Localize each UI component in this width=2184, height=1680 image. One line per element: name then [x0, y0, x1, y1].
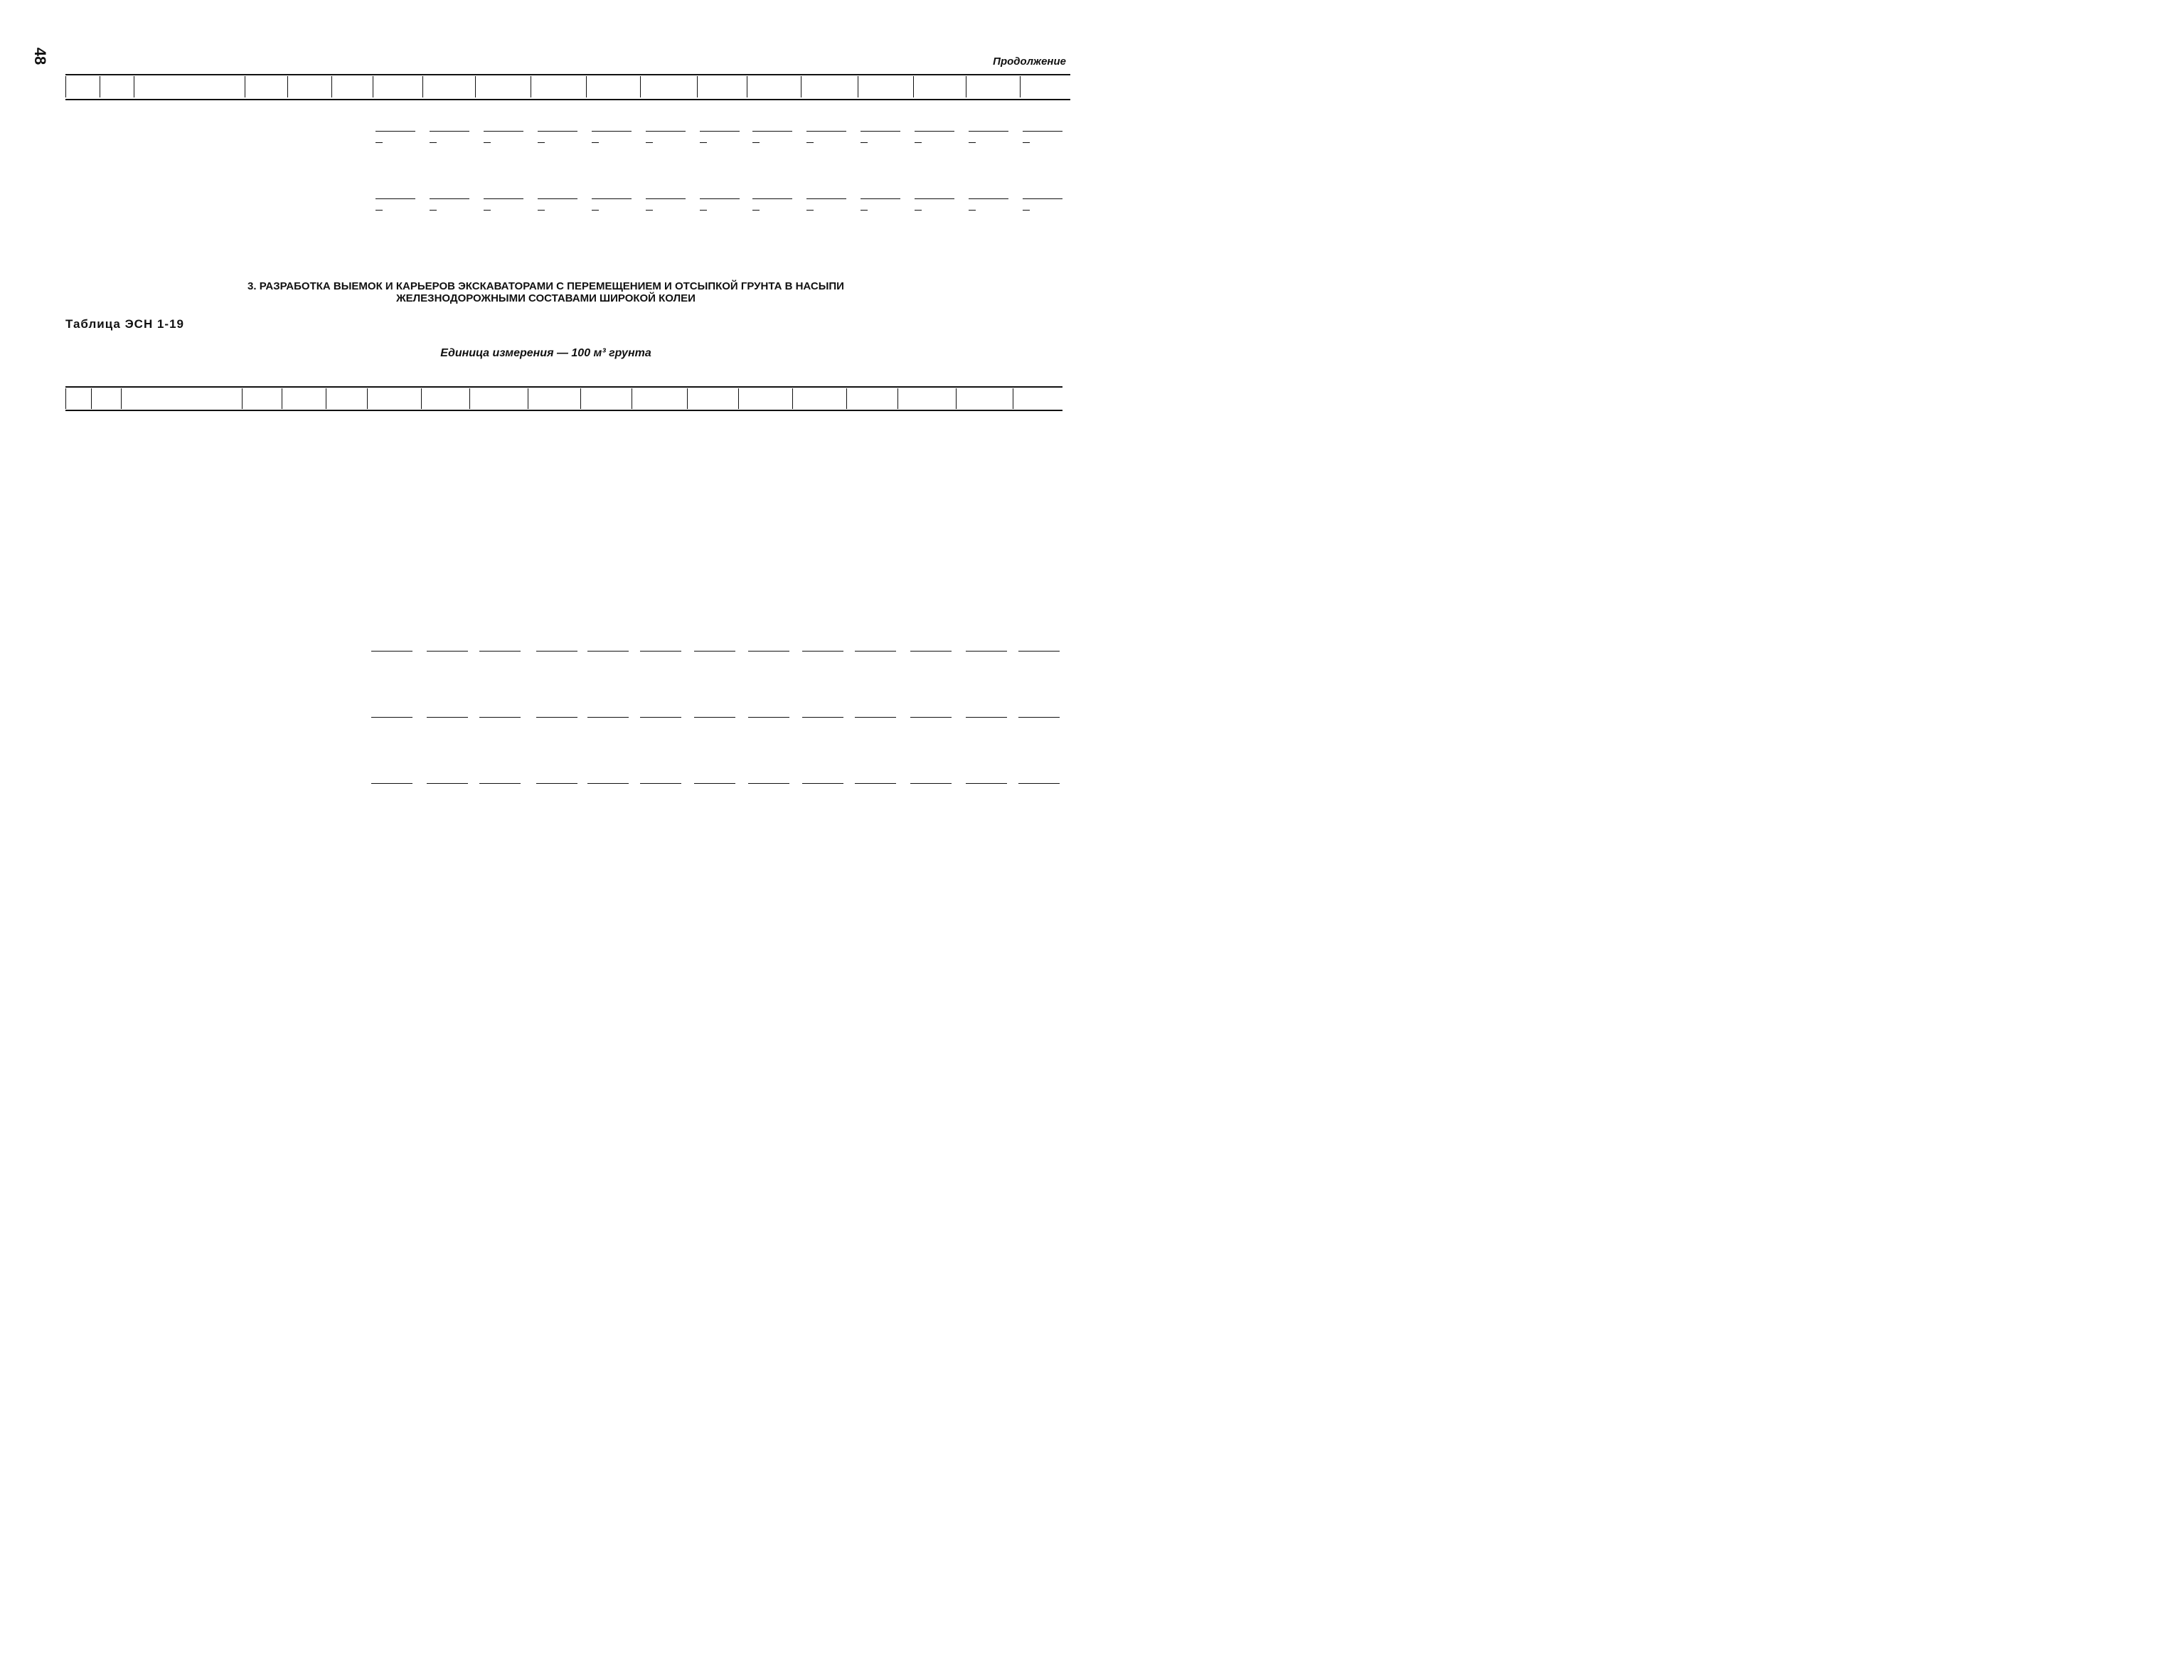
fraction-line [592, 198, 632, 199]
fraction-line [538, 131, 577, 132]
fraction-line [752, 131, 792, 132]
column-separator [687, 388, 688, 409]
column-separator [956, 388, 957, 409]
column-separator [65, 388, 66, 409]
column-separator [331, 76, 332, 97]
fraction-line [694, 783, 735, 784]
fraction-line [915, 131, 954, 132]
fraction-line [910, 651, 952, 652]
column-separator [421, 388, 422, 409]
column-separator [469, 388, 470, 409]
fraction-line [748, 717, 789, 718]
fraction-line [371, 651, 412, 652]
column-separator [640, 76, 641, 97]
minus-sign [646, 210, 653, 211]
column-separator [846, 388, 847, 409]
column-separator [738, 388, 739, 409]
minus-sign [700, 210, 707, 211]
column-separator [697, 76, 698, 97]
fraction-line [1018, 651, 1060, 652]
minus-sign [375, 210, 383, 211]
minus-sign [538, 142, 545, 143]
minus-sign [484, 210, 491, 211]
minus-sign [430, 142, 437, 143]
column-separator [792, 388, 793, 409]
minus-sign [484, 142, 491, 143]
continuation-label: Продолжение [993, 55, 1066, 68]
fraction-line [587, 717, 629, 718]
fraction-line [646, 131, 686, 132]
fraction-line [694, 651, 735, 652]
fraction-line [479, 783, 521, 784]
fraction-line [1018, 717, 1060, 718]
column-separator [897, 388, 898, 409]
minus-sign [592, 210, 599, 211]
fraction-line [855, 783, 896, 784]
minus-sign [969, 142, 976, 143]
column-separator [287, 76, 288, 97]
fraction-line [592, 131, 632, 132]
fraction-line [700, 198, 740, 199]
unit-label: Единица измерения — 100 м³ грунта [440, 347, 651, 359]
page-number: 48 [31, 47, 50, 65]
fraction-line [484, 198, 523, 199]
fraction-line [861, 131, 900, 132]
fraction-line [806, 198, 846, 199]
column-separator [475, 76, 476, 97]
fraction-line [748, 783, 789, 784]
minus-sign [375, 142, 383, 143]
minus-sign [752, 142, 760, 143]
header-top-rule [65, 386, 1062, 388]
fraction-line [587, 651, 629, 652]
minus-sign [969, 210, 976, 211]
fraction-line [427, 651, 468, 652]
fraction-line [802, 717, 843, 718]
fraction-line [748, 651, 789, 652]
fraction-line [806, 131, 846, 132]
minus-sign [538, 210, 545, 211]
fraction-line [427, 783, 468, 784]
column-separator [422, 76, 423, 97]
fraction-line [640, 717, 681, 718]
minus-sign [915, 210, 922, 211]
column-separator [367, 388, 368, 409]
minus-sign [700, 142, 707, 143]
minus-sign [806, 210, 814, 211]
fraction-line [910, 783, 952, 784]
fraction-line [375, 198, 415, 199]
fraction-line [536, 651, 577, 652]
fraction-line [479, 717, 521, 718]
minus-sign [592, 142, 599, 143]
minus-sign [1023, 142, 1030, 143]
fraction-line [855, 717, 896, 718]
minus-sign [861, 142, 868, 143]
fraction-line [536, 783, 577, 784]
fraction-line [969, 131, 1008, 132]
fraction-line [427, 717, 468, 718]
minus-sign [915, 142, 922, 143]
section-title-line2: ЖЕЛЕЗНОДОРОЖНЫМИ СОСТАВАМИ ШИРОКОЙ КОЛЕИ [396, 292, 696, 304]
fraction-line [915, 198, 954, 199]
fraction-line [479, 651, 521, 652]
fraction-line [1023, 131, 1062, 132]
header-bottom-rule [65, 410, 1062, 411]
fraction-line [966, 651, 1007, 652]
fraction-line [1018, 783, 1060, 784]
column-separator [913, 76, 914, 97]
fraction-line [855, 651, 896, 652]
fraction-line [640, 651, 681, 652]
fraction-line [694, 717, 735, 718]
minus-sign [430, 210, 437, 211]
column-separator [1020, 76, 1021, 97]
fraction-line [484, 131, 523, 132]
fraction-line [371, 783, 412, 784]
minus-sign [752, 210, 760, 211]
fraction-line [861, 198, 900, 199]
column-separator [586, 76, 587, 97]
fraction-line [969, 198, 1008, 199]
fraction-line [966, 717, 1007, 718]
fraction-line [640, 783, 681, 784]
fraction-line [371, 717, 412, 718]
minus-sign [1023, 210, 1030, 211]
fraction-line [700, 131, 740, 132]
minus-sign [861, 210, 868, 211]
fraction-line [1023, 198, 1062, 199]
fraction-line [587, 783, 629, 784]
fraction-line [646, 198, 686, 199]
fraction-line [802, 651, 843, 652]
column-separator [242, 388, 243, 409]
minus-sign [806, 142, 814, 143]
fraction-line [910, 717, 952, 718]
column-separator [121, 388, 122, 409]
header-bottom-rule [65, 99, 1070, 100]
fraction-line [536, 717, 577, 718]
column-separator [65, 76, 66, 97]
table-label: Таблица ЭСН 1-19 [65, 317, 184, 331]
fraction-line [430, 131, 469, 132]
fraction-line [538, 198, 577, 199]
fraction-line [802, 783, 843, 784]
minus-sign [646, 142, 653, 143]
fraction-line [752, 198, 792, 199]
header-top-rule [65, 74, 1070, 75]
fraction-line [430, 198, 469, 199]
section-title-line1: 3. РАЗРАБОТКА ВЫЕМОК И КАРЬЕРОВ ЭКСКАВАТОРАМИ С ПЕРЕМЕЩЕНИЕМ И ОТСЫПКОЙ ГРУНТА В НАСЫПИ [247, 280, 844, 292]
column-separator [91, 388, 92, 409]
fraction-line [375, 131, 415, 132]
column-separator [580, 388, 581, 409]
fraction-line [966, 783, 1007, 784]
